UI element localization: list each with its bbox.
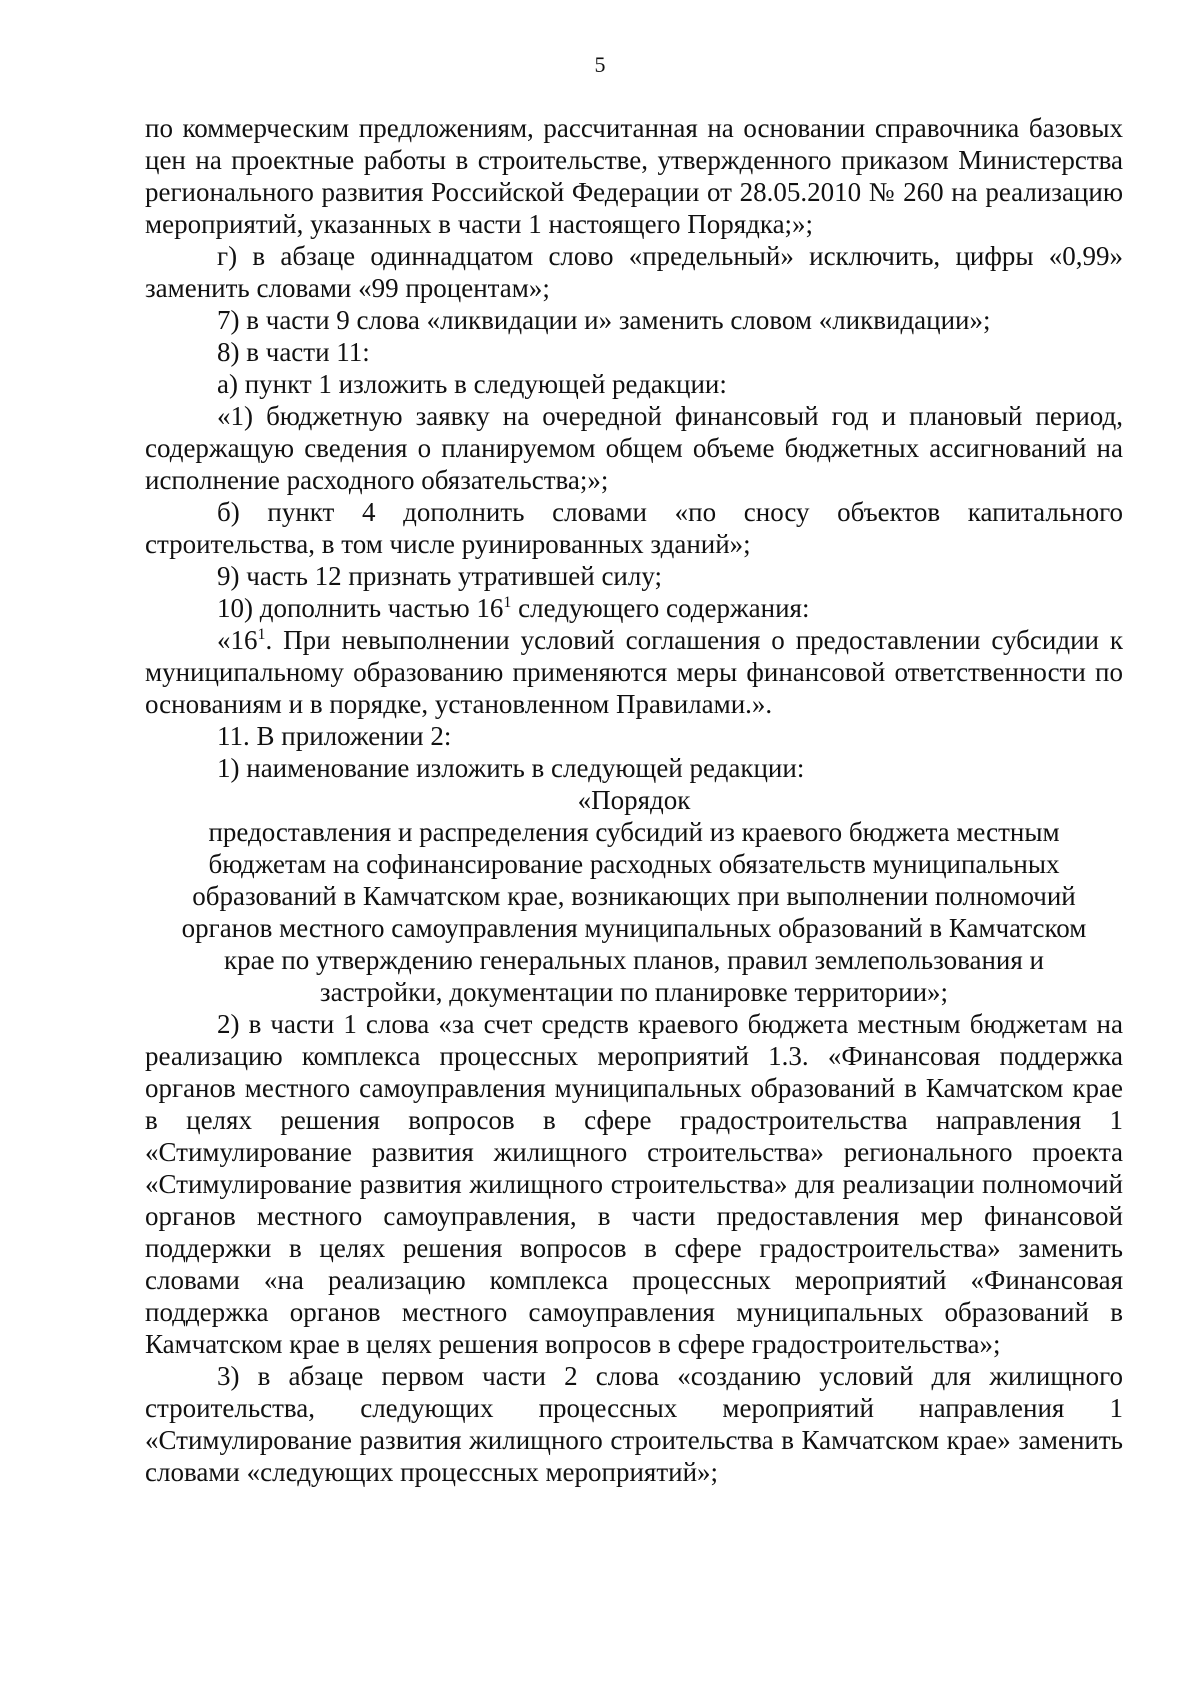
order-title-line: бюджетам на софинансирование расходных обязательств муниципальных (208, 849, 1060, 879)
paragraph-item-3: 3) в абзаце первом части 2 слова «созданию условий для жилищного строительства, следующих процессных мероприятий направления 1 «Стимулирование развития жилищного строительства в Камчатском крае» заменить словами «следующих процессных мероприятий»; (145, 1361, 1123, 1487)
paragraph-quote-1: «1) бюджетную заявку на очередной финансовый год и плановый период, содержащую сведения о планируемом общем объеме бюджетных ассигнований на исполнение расходного обязательства;»; (145, 401, 1123, 495)
paragraph-item-10-tail: следующего содержания: (511, 593, 810, 623)
paragraph-item-1: 1) наименование изложить в следующей редакции: (217, 753, 805, 783)
paragraph-item-g: г) в абзаце одиннадцатом слово «предельный» исключить, цифры «0,99» заменить словами «99 процентам»; (145, 241, 1123, 303)
paragraph-item-11: 11. В приложении 2: (217, 721, 452, 751)
superscript: 1 (257, 626, 266, 643)
paragraph-quote-16-1 (145, 624, 1123, 720)
paragraph-item-10-text: 10) дополнить частью 16 (217, 593, 504, 623)
order-title: «Порядок (577, 785, 691, 815)
paragraph-item-a: а) пункт 1 изложить в следующей редакции: (217, 369, 727, 399)
paragraph-item-10 (145, 592, 1123, 624)
paragraph-item-9: 9) часть 12 признать утратившей силу; (217, 561, 662, 591)
paragraph-item-2: 2) в части 1 слова «за счет средств краевого бюджета местным бюджетам на реализацию комплекса процессных мероприятий 1.3. «Финансовая поддержка органов местного самоуправления муниципальных образований в Камчатском крае в целях решения вопросов в сфере градостроительства направления 1 «Стимулирование развития жилищного строительства» регионального проекта «Стимулирование развития жилищного строительства» для реализации полномочий органов местного самоуправления, в части предоставления мер финансовой поддержки в целях решения вопросов в сфере градостроительства» заменить словами «на реализацию комплекса процессных мероприятий «Финансовая поддержка органов местного самоуправления муниципальных образований в Камчатском крае в целях решения вопросов в сфере градостроительства»; (145, 1009, 1123, 1359)
superscript: 1 (503, 594, 512, 611)
paragraph-quote-16-1-text: «16 (217, 625, 258, 655)
paragraph-continuation: по коммерческим предложениям, рассчитанная на основании справочника базовых цен на проектные работы в строительстве, утвержденного приказом Министерства регионального развития Российской Федерации от 28.05.2010 № 260 на реализацию мероприятий, указанных в части 1 настоящего Порядка;»; (145, 113, 1123, 239)
paragraph-item-b: б) пункт 4 дополнить словами «по сносу объектов капитального строительства, в том числе руинированных зданий»; (145, 497, 1123, 559)
paragraph-item-8: 8) в части 11: (217, 337, 370, 367)
page-number: 5 (594, 52, 606, 77)
paragraph-item-7: 7) в части 9 слова «ликвидации и» заменить словом «ликвидации»; (217, 305, 991, 335)
paragraph-quote-16-1-tail: . При невыполнении условий соглашения о предоставлении субсидии к муниципальному образованию применяются меры финансовой ответственности по основаниям и в порядке, установленном Правилами.». (145, 625, 1123, 719)
order-title-line: застройки, документации по планировке территории»; (319, 977, 949, 1007)
order-title-line: предоставления и распределения субсидий из краевого бюджета местным (208, 817, 1060, 847)
order-title-line: крае по утверждению генеральных планов, правил землепользования и (223, 945, 1045, 975)
order-title-line: органов местного самоуправления муниципальных образований в Камчатском (181, 913, 1087, 943)
order-title-line: образований в Камчатском крае, возникающих при выполнении полномочий (192, 881, 1076, 911)
document-body (145, 112, 1123, 1488)
order-title-heading (145, 784, 1123, 1008)
